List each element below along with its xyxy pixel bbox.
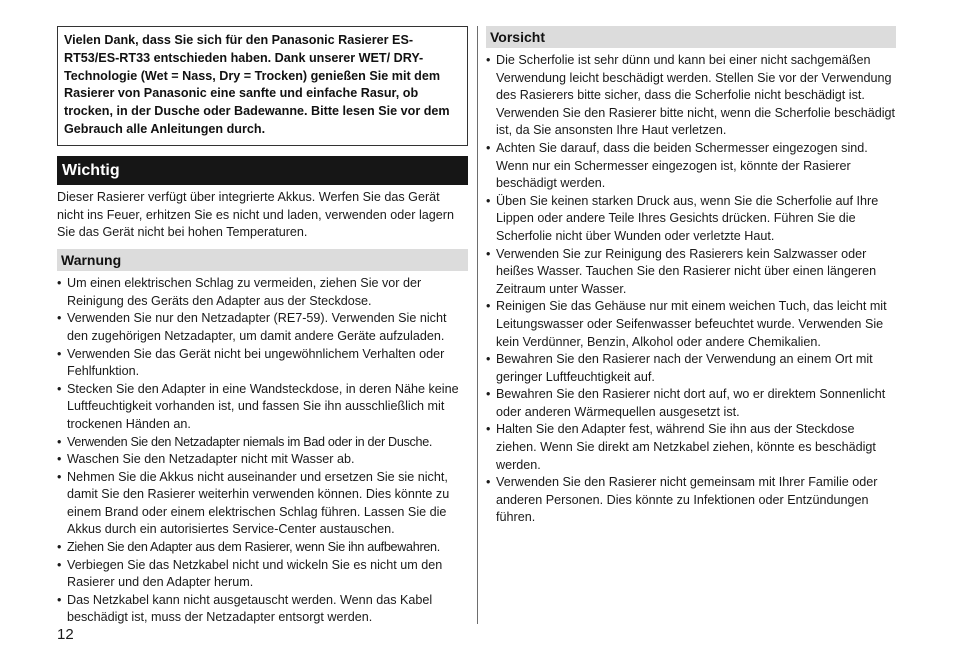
list-item: • Halten Sie den Adapter fest, während Sie ihn aus der Steckdose ziehen. Wenn Sie direkt am Netzkabel ziehen, könnte es beschädigt werden. [486, 421, 896, 474]
list-item: • Bewahren Sie den Rasierer nach der Verwendung an einem Ort mit geringer Luftfeuchtigkeit auf. [486, 351, 896, 386]
list-item: • Die Scherfolie ist sehr dünn und kann bei einer nicht sachgemäßen Verwendung leicht beschädigt werden. Stellen Sie vor der Verwendung des Rasierers bitte sicher, dass die Scherfolie nicht beschädigt ist. Verwenden Sie den Rasierer bitte nicht, wenn die Scherfolie beschädigt ist, da Sie ansonsten Ihre Haut verletzen. [486, 52, 896, 140]
list-item: • Verbiegen Sie das Netzkabel nicht und wickeln Sie es nicht um den Rasierer und den Adapter herum. [57, 557, 468, 592]
list-item: • Bewahren Sie den Rasierer nicht dort auf, wo er direktem Sonnenlicht oder anderen Wärmequellen ausgesetzt ist. [486, 386, 896, 421]
list-item: • Üben Sie keinen starken Druck aus, wenn Sie die Scherfolie auf Ihre Lippen oder andere Teile Ihres Gesichts drücken. Führen Sie die Scherfolie nicht über Wunden oder verletzte Haut. [486, 193, 896, 246]
list-item: • Ziehen Sie den Adapter aus dem Rasierer, wenn Sie ihn aufbewahren. [57, 539, 468, 557]
vorsicht-list [486, 52, 896, 527]
section-title-wichtig: Wichtig [57, 156, 468, 185]
warnung-list [57, 275, 468, 627]
list-item: • Das Netzkabel kann nicht ausgetauscht werden. Wenn das Kabel beschädigt ist, muss der Netzadapter entsorgt werden. [57, 592, 468, 627]
subheading-warnung: Warnung [57, 249, 468, 271]
list-item: • Reinigen Sie das Gehäuse nur mit einem weichen Tuch, das leicht mit Leitungswasser oder Seifenwasser befeuchtet wurde. Verwenden Sie kein Verdünner, Benzin, Alkohol oder andere Chemikalien. [486, 298, 896, 351]
list-item: • Verwenden Sie nur den Netzadapter (RE7-59). Verwenden Sie nicht den zugehörigen Netzadapter, um damit andere Geräte aufzuladen. [57, 310, 468, 345]
page-number: 12 [57, 626, 74, 643]
right-column [486, 26, 896, 527]
wichtig-text: Dieser Rasierer verfügt über integrierte Akkus. Werfen Sie das Gerät nicht ins Feuer, erhitzen Sie es nicht und laden, verwenden oder lagern Sie das Gerät nicht bei hohen Temperaturen. [57, 189, 454, 240]
list-item: • Verwenden Sie zur Reinigung des Rasierers kein Salzwasser oder heißes Wasser. Tauchen Sie den Rasierer nicht über einen längeren Zeitraum unter Wasser. [486, 246, 896, 299]
list-item: • Verwenden Sie den Netzadapter niemals im Bad oder in der Dusche. [57, 434, 468, 452]
list-item: • Nehmen Sie die Akkus nicht auseinander und ersetzen Sie sie nicht, damit Sie den Rasierer weiterhin verwenden können. Dies könnte zu einem Brand oder einem elektrischen Schlag führen. Lassen Sie die Akkus durch ein autorisiertes Service-Center austauschen. [57, 469, 468, 539]
list-item: • Waschen Sie den Netzadapter nicht mit Wasser ab. [57, 451, 468, 469]
list-item: • Verwenden Sie den Rasierer nicht gemeinsam mit Ihrer Familie oder anderen Personen. Dies könnte zu Infektionen oder Entzündungen führen. [486, 474, 896, 527]
list-item: • Um einen elektrischen Schlag zu vermeiden, ziehen Sie vor der Reinigung des Geräts den Adapter aus der Steckdose. [57, 275, 468, 310]
left-column [57, 26, 468, 627]
column-divider [477, 26, 478, 624]
list-item: • Achten Sie darauf, dass die beiden Schermesser eingezogen sind. Wenn nur ein Schermesser eingezogen ist, könnte der Rasierer beschädigt werden. [486, 140, 896, 193]
list-item: • Verwenden Sie das Gerät nicht bei ungewöhnlichem Verhalten oder Fehlfunktion. [57, 346, 468, 381]
list-item: • Stecken Sie den Adapter in eine Wandsteckdose, in deren Nähe keine Luftfeuchtigkeit vorhanden ist, und fassen Sie ihn ausschließlich mit trockenen Händen an. [57, 381, 468, 434]
subheading-vorsicht: Vorsicht [486, 26, 896, 48]
intro-box: Vielen Dank, dass Sie sich für den Panasonic Rasierer ES-RT53/ES-RT33 entschieden haben. Dank unserer WET/ DRY-Technologie (Wet = Nass, Dry = Trocken) genießen Sie mit dem Rasierer von Panasonic eine sanfte und einfache Rasur, ob trocken, in der Dusche oder Badewanne. Bitte lesen Sie vor dem Gebrauch alle Anleitungen durch. [57, 26, 468, 146]
